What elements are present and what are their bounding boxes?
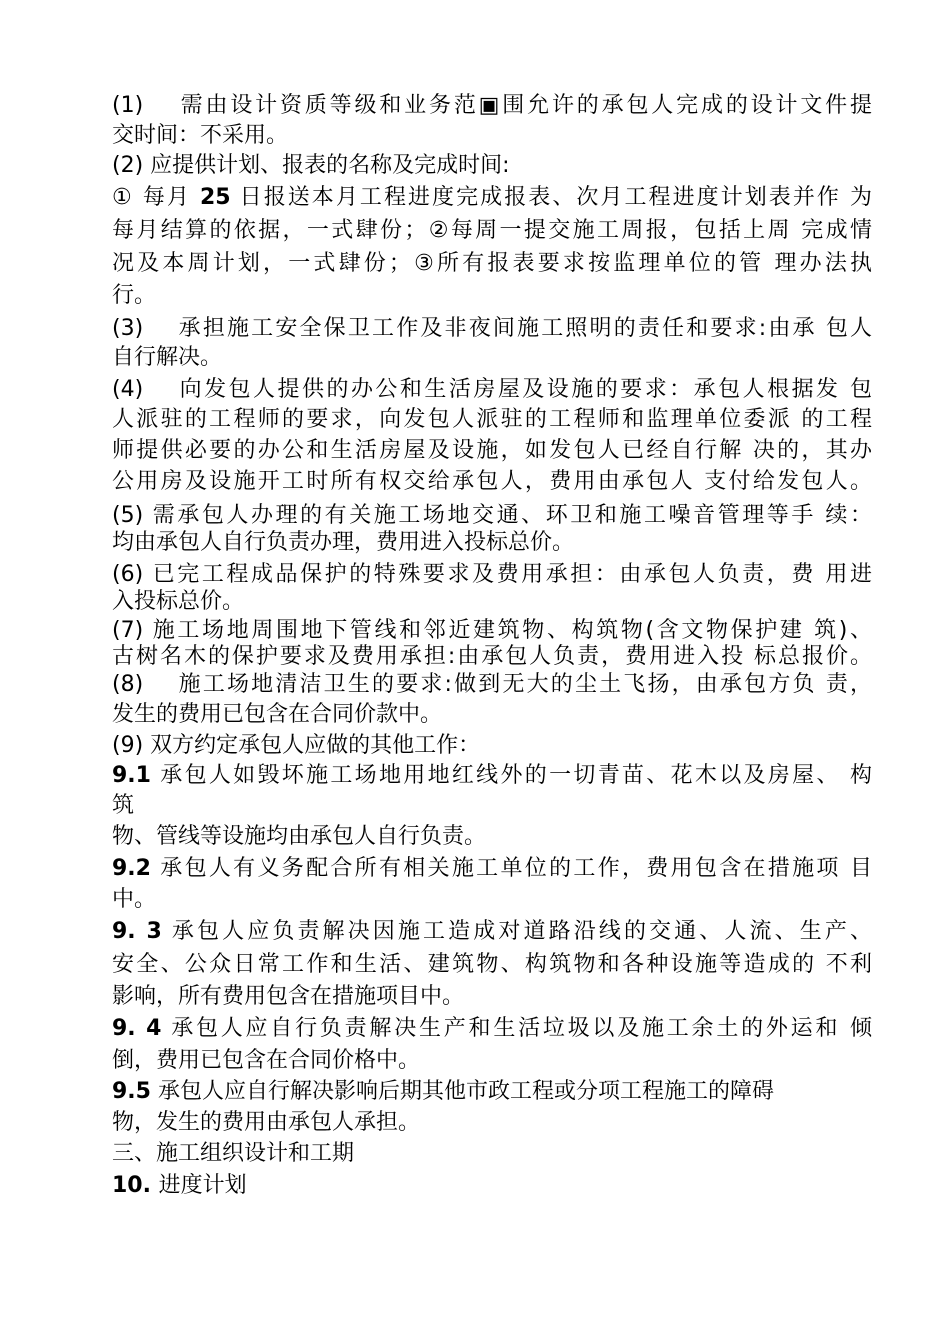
text-line: (3) 承担施工安全保卫工作及非夜间施工照明的责任和要求:由承 包人 <box>112 316 872 341</box>
text-line: 发生的费用已包含在合同价款中。 <box>112 702 443 727</box>
text-line: 自行解决。 <box>112 345 223 370</box>
text-line: 中。 <box>112 887 157 912</box>
item-number: 9.5 <box>112 1079 151 1104</box>
text-line: 9.1 承包人如毁坏施工场地用地红线外的一切青苗、花木以及房屋、 构 <box>112 763 872 788</box>
section-heading: 三、施工组织设计和工期 <box>112 1141 355 1166</box>
day-number: 25 <box>199 185 231 210</box>
text-line: 交时间：不采用。 <box>112 123 289 148</box>
item-number: 9.2 <box>112 856 151 881</box>
text-line: (8) 施工场地清洁卫生的要求:做到无大的尘土飞扬，由承包方负 责， <box>112 672 872 697</box>
text-line: (9) 双方约定承包人应做的其他工作： <box>112 733 481 758</box>
text-line: 物，发生的费用由承包人承担。 <box>112 1110 421 1135</box>
text-line: (6) 已完工程成品保护的特殊要求及费用承担：由承包人负责，费 用进 <box>112 562 872 587</box>
item-number: 9. 3 <box>112 919 162 944</box>
text-line: (2) 应提供计划、报表的名称及完成时间: <box>112 153 510 178</box>
text-line: (5) 需承包人办理的有关施工场地交通、环卫和施工噪音管理等手 续： <box>112 503 872 528</box>
item-number: 9.1 <box>112 763 151 788</box>
text-line: 安全、公众日常工作和生活、建筑物、构筑物和各种设施等造成的 不利 <box>112 952 872 977</box>
text-line: 古树名木的保护要求及费用承担:由承包人负责，费用进入投 标总报价。 <box>112 644 872 669</box>
text-line: 物、管线等设施均由承包人自行负责。 <box>112 824 487 849</box>
text-line: 9. 4 承包人应自行负责解决生产和生活垃圾以及施工余土的外运和 倾 <box>112 1016 872 1041</box>
text-line: (7) 施工场地周围地下管线和邻近建筑物、构筑物(含文物保护建 筑)、 <box>112 618 872 643</box>
text-line: 入投标总价。 <box>112 589 245 614</box>
text-line: 况及本周计划，一式肆份；③所有报表要求按监理单位的管 理办法执 <box>112 251 872 276</box>
item-number: 9. 4 <box>112 1016 162 1041</box>
text-line: 9. 3 承包人应负责解决因施工造成对道路沿线的交通、人流、生产、 <box>112 919 872 944</box>
text-line: 均由承包人自行负责办理，费用进入投标总价。 <box>112 530 575 555</box>
text-line: (4) 向发包人提供的办公和生活房屋及设施的要求：承包人根据发 包 <box>112 377 872 402</box>
text-line: 人派驻的工程师的要求，向发包人派驻的工程师和监理单位委派 的工程 <box>112 407 872 432</box>
text-line: 行。 <box>112 283 157 308</box>
text-line: 筑 <box>112 793 135 818</box>
text-line: ① 每月 25 日报送本月工程进度完成报表、次月工程进度计划表并作 为 <box>112 185 872 210</box>
subsection-heading: 10. 进度计划 <box>112 1173 247 1198</box>
text-line: 公用房及设施开工时所有权交给承包人，费用由承包人 支付给发包人。 <box>112 469 872 494</box>
text-line: 影响，所有费用包含在措施项目中。 <box>112 984 465 1009</box>
text-line: 倒，费用已包含在合同价格中。 <box>112 1048 421 1073</box>
text-line: 9.2 承包人有义务配合所有相关施工单位的工作，费用包含在措施项 目 <box>112 856 872 881</box>
text-line: 每月结算的依据，一式肆份；②每周一提交施工周报，包括上周 完成情 <box>112 218 872 243</box>
text-line: 师提供必要的办公和生活房屋及设施，如发包人已经自行解 决的，其办 <box>112 438 872 463</box>
text-line: (1) 需由设计资质等级和业务范▣围允许的承包人完成的设计文件提 <box>112 93 872 118</box>
text-line: 9.5 承包人应自行解决影响后期其他市政工程或分项工程施工的障碍 <box>112 1079 774 1104</box>
item-number: 10. <box>112 1173 159 1198</box>
